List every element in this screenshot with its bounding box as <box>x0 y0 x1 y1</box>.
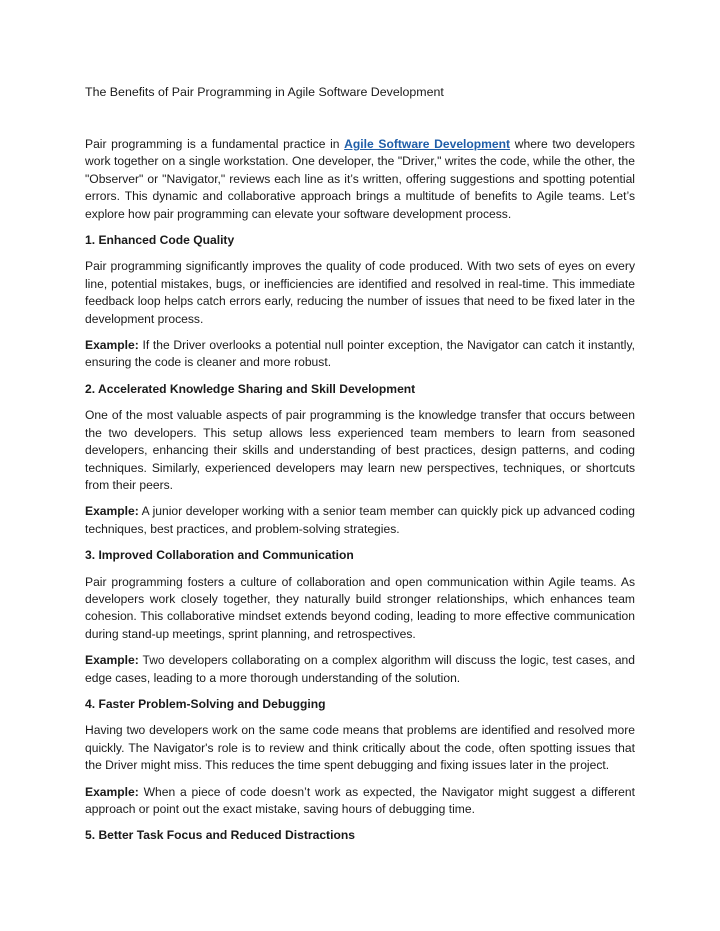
section-heading-knowledge-sharing: 2. Accelerated Knowledge Sharing and Skill Development <box>85 381 416 396</box>
section-body-collaboration: Pair programming fosters a culture of collaboration and open communication within Agile teams. As developers work closely together, they naturally build stronger relationships, which enhances team cohesion. This collaborative mindset extends beyond coding, leading to more effective communication during stand-up meetings, sprint planning, and retrospectives. <box>85 574 635 641</box>
section-heading-problem-solving: 4. Faster Problem-Solving and Debugging <box>85 696 326 711</box>
example-collaboration <box>85 652 635 687</box>
intro-text-after: where two developers work together on a single workstation. One developer, the "Driver," writes the code, while the other, the "Observer" or "Navigator," reviews each line as it’s written, offering suggestions and spotting potential errors. This dynamic and collaborative approach brings a multitude of benefits to Agile teams. Let’s explore how pair programming can elevate your software development process. <box>85 137 635 221</box>
example-label: Example: <box>85 784 139 799</box>
intro-paragraph <box>85 136 635 223</box>
document-title: The Benefits of Pair Programming in Agile Software Development <box>85 85 444 99</box>
section-heading-task-focus: 5. Better Task Focus and Reduced Distractions <box>85 828 355 843</box>
intro-text-before: Pair programming is a fundamental practice in <box>85 137 345 151</box>
section-body-knowledge-sharing: One of the most valuable aspects of pair programming is the knowledge transfer that occurs between the two developers. This setup allows less experienced team members to learn from seasoned developers, enhancing their skills and understanding of best practices, design patterns, and coding techniques. Similarly, experienced developers may learn new perspectives, techniques, or shortcuts from their peers. <box>85 408 635 492</box>
agile-software-development-link[interactable]: Agile Software Development <box>344 137 511 151</box>
example-label: Example: <box>85 504 139 519</box>
document-content <box>85 136 635 854</box>
example-text: When a piece of code doesn’t work as expected, the Navigator might suggest a different approach or point out the exact mistake, saving hours of debugging time. <box>85 784 635 816</box>
section-heading-code-quality: 1. Enhanced Code Quality <box>85 233 235 248</box>
example-text: If the Driver overlooks a potential null pointer exception, the Navigator can catch it instantly, ensuring the code is cleaner and more robust. <box>85 338 635 370</box>
example-code-quality <box>85 337 635 372</box>
example-label: Example: <box>85 653 139 668</box>
section-body-code-quality: Pair programming significantly improves the quality of code produced. With two sets of eyes on every line, potential mistakes, bugs, or inefficiencies are identified and resolved in real-time. This immediate feedback loop helps catch errors early, reducing the number of issues that need to be fixed later in the development process. <box>85 259 635 326</box>
example-problem-solving <box>85 784 635 819</box>
example-label: Example: <box>85 338 139 353</box>
example-text: Two developers collaborating on a complex algorithm will discuss the logic, test cases, and edge cases, leading to a more thorough understanding of the solution. <box>85 653 635 685</box>
section-heading-collaboration: 3. Improved Collaboration and Communication <box>85 548 354 563</box>
example-text: A junior developer working with a senior team member can quickly pick up advanced coding techniques, best practices, and problem-solving strategies. <box>85 504 635 536</box>
section-body-problem-solving: Having two developers work on the same code means that problems are identified and resolved more quickly. The Navigator's role is to review and think critically about the code, often spotting issues that the Driver might miss. This reduces the time spent debugging and fixing issues later in the project. <box>85 723 635 773</box>
example-knowledge-sharing <box>85 503 635 538</box>
